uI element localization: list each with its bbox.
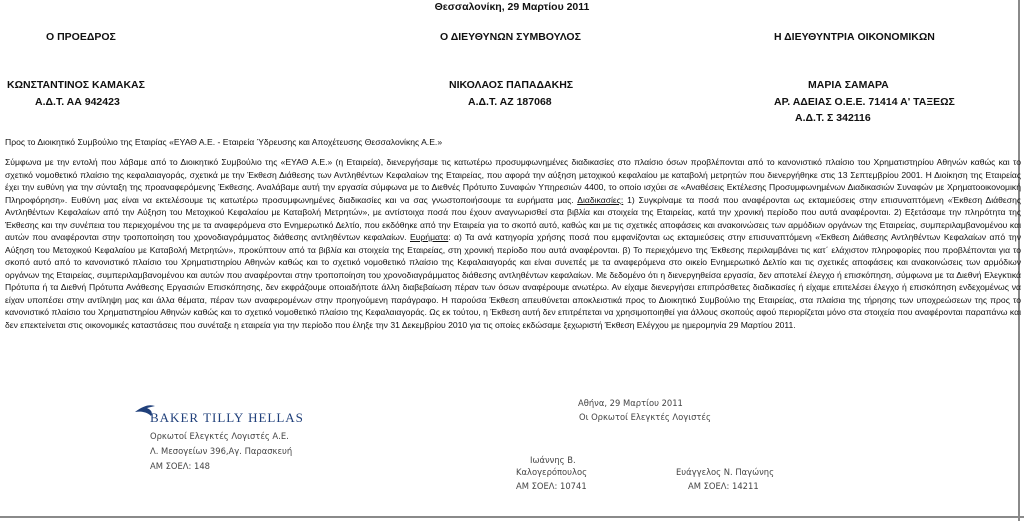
findings-label: Ευρήματα <box>409 232 449 242</box>
auditor1-first-name: Ιωάννης Β. <box>530 455 576 465</box>
auditor1-registry: ΑΜ ΣΟΕΛ: 10741 <box>516 481 587 491</box>
ceo-title: Ο ΔΙΕΥΘΥΝΩΝ ΣΥΜΒΟΥΛΟΣ <box>440 31 581 43</box>
ceo-id: Α.Δ.Τ. ΑΖ 187068 <box>468 96 552 108</box>
auditor-role: Οι Ορκωτοί Ελεγκτές Λογιστές <box>579 412 711 422</box>
cfo-name: ΜΑΡΙΑ ΣΑΜΑΡΑ <box>808 79 889 91</box>
page-border-bottom <box>0 516 1024 518</box>
auditor1-last-name: Καλογερόπουλος <box>516 467 588 477</box>
document-date: Θεσσαλονίκη, 29 Μαρτίου 2011 <box>434 1 590 13</box>
auditor2-name: Ευάγγελος Ν. Παγώνης <box>676 467 775 477</box>
auditor-address: Λ. Μεσογείων 396,Αγ. Παρασκευή <box>150 446 293 456</box>
cfo-title: Η ΔΙΕΥΘΥΝΤΡΙΑ ΟΙΚΟΝΟΜΙΚΩΝ <box>774 31 935 43</box>
cfo-id: Α.Δ.Τ. Σ 342116 <box>795 112 871 124</box>
procedures-label: Διαδικασίες: <box>577 194 624 205</box>
president-id: Α.Δ.Τ. ΑΑ 942423 <box>35 96 120 108</box>
paragraph-findings: : α) Τα ανά κατηγορία χρήσης ποσά που εμφανίζονται ως εκταμιεύσεις στην επισυναπτόμενη «Έκθεση Διάθεσης Αντληθέντων Κεφαλαίων από την Αύξηση του Μετοχικού Κεφαλαίου με Καταβολή Μετρητών», προκύπτουν από τα βιβλία και στοιχεία της Εταιρείας, στη χρονική περίοδο που αυτά αναφέρονται. β) Το περιεχόμενο της Έκθεσης περιλαμβάνει τις κατ΄ ελάχιστον πληροφορίες που προβλέπονται για το σκοπό αυτό από το κανονιστικό πλαίσιο του Χρηματιστηρίου Αθηνών καθώς και το σχετικό νομοθετικό πλαίσιο της Κεφαλαιαγοράς και είναι συνεπές με τα αναφερόμενα στο οικείο Ενημερωτικό Δελτίο και τις σχετικές αποφάσεις και ανακοινώσεις των αρμόδιων οργάνων της Εταιρείας, συμπεριλαμβανομένου και αυτών που αναφέρονται στην τροποποίηση του χρονοδιαγράμματος διάθεσης αντληθέντων κεφαλαίων. Με δεδομένο ότι η διενεργηθείσα εργασία, δεν αποτελεί έλεγχο ή επισκόπηση, σύμφωνα με τα Διεθνή Ελεγκτικά Πρότυπα ή τα Διεθνή Πρότυπα Ανάθεσης Εργασιών Επισκόπησης, δεν εκφράζουμε οποιαδήποτε άλλη διαβεβαίωση πέραν των όσων αναφέρουμε ανωτέρω. Αν είχαμε διενεργήσει επιπρόσθετες διαδικασίες ή είχαμε επιτελέσει έλεγχο ή επισκόπηση ενδεχομένως να είχαν υποπέσει στην αντίληψη μας και άλλα θέματα, πέραν των αναφερομένων στην προηγούμενη παράγραφο. Η παρούσα Έκθεση απευθύνεται αποκλειστικά προς το Διοικητικό Συμβούλιο της Εταιρείας, στα πλαίσια της τήρησης των υποχρεώσεων της προς το κανονιστικό πλαίσιο του Χρηματιστηρίου Αθηνών καθώς και το σχετικό νομοθετικό πλαίσιο της Κεφαλαιαγοράς. Ως εκ τούτου, η Έκθεση αυτή δεν επιτρέπεται να χρησιμοποιηθεί για άλλους σκοπούς αφού περιορίζεται μόνο στα στοιχεία που αναφέρονται παραπάνω και δεν επεκτείνεται στις οικονομικές καταστάσεις που συνέταξε η εταιρεία για την περίοδο που έληξε την 31 Δεκεμβρίου 2010 για τις οποίες εκδώσαμε ξεχωριστή Έκθεση Ελέγχου με ημερομηνία 29 Μαρτίου 2011. <box>5 232 1021 330</box>
letter-body <box>5 156 1021 331</box>
auditor-firm-name: Ορκωτοί Ελεγκτές Λογιστές Α.Ε. <box>150 431 289 441</box>
letter-addressee: Προς το Διοικητικό Συμβούλιο της Εταιρίας «ΕΥΑΘ Α.Ε. - Εταιρεία Ύδρευσης και Αποχέτευσης Θεσσαλονίκης Α.Ε.» <box>5 137 443 147</box>
signing-place-date: Αθήνα, 29 Μαρτίου 2011 <box>578 398 683 408</box>
president-title: Ο ΠΡΟΕΔΡΟΣ <box>46 31 116 43</box>
auditor-registry: ΑΜ ΣΟΕΛ: 148 <box>150 461 210 471</box>
president-name: ΚΩΝΣΤΑΝΤΙΝΟΣ ΚΑΜΑΚΑΣ <box>7 79 145 91</box>
auditor2-registry: ΑΜ ΣΟΕΛ: 14211 <box>688 481 759 491</box>
cfo-license: ΑΡ. ΑΔΕΙΑΣ Ο.Ε.Ε. 71414 Α' ΤΑΞΕΩΣ <box>774 96 955 108</box>
paragraph-engagement: Σύμφωνα με την εντολή που λάβαμε από το Διοικητικό Συμβούλιο της «ΕΥΑΘ Α.Ε.» (η Εταιρεία), διενεργήσαμε τις κατωτέρω προσυμφωνημένες διαδικασίες στο πλαίσιο όσων προβλέπονται από το κανονιστικό πλαίσιο του Χρηματιστηρίου Αθηνών καθώς και το σχετικό νομοθετικό πλαίσιο της κεφαλαιαγοράς, σχετικά με την Έκθεση Διάθεσης των Αντληθέντων Κεφαλαίων της Εταιρείας, που αφορά την αύξηση μετοχικού κεφαλαίου με καταβολή μετρητών που διενεργήθηκε στις 13 Σεπτεμβρίου 2001. Η Διοίκηση της Εταιρείας έχει την ευθύνη για την σύνταξη της προαναφερόμενης Έκθεσης. Αναλάβαμε αυτή την εργασία σύμφωνα με το Διεθνές Πρότυπο Συναφών Υπηρεσιών 4400, το οποίο ισχύει σε «Αναθέσεις Εκτέλεσης Προσυμφωνημένων Διαδικασιών Συναφών με Χρηματοοικονομική Πληροφόρηση». Ευθύνη μας είναι να εκτελέσουμε τις κατωτέρω προσυμφωνημένες διαδικασίες και να σας γνωστοποιήσουμε τα ευρήματα μας. <box>5 157 1021 205</box>
ceo-name: ΝΙΚΟΛΑΟΣ ΠΑΠΑΔΑΚΗΣ <box>449 79 574 91</box>
paragraph-procedures: 1) Συγκρίναμε τα ποσά που αναφέρονται ως εκταμιεύσεις στην επισυναπτόμενη «Έκθεση Διάθεσης Αντληθέντων Κεφαλαίων από την Αύξηση του Μετοχικού Κεφαλαίου με Καταβολή Μετρητών», με αντίστοιχα ποσά που έχουν αναγνωρισθεί στα βιβλία και στοιχεία της Εταιρείας, κατά την χρονική περίοδο που αυτά αναφέρονται. 2) Εξετάσαμε την πληρότητα της Έκθεσης και την συνέπεια του περιεχομένου της με τα αναφερόμενα στο Ενημερωτικό Δελτίο, που εκδόθηκε από την Εταιρεία για το σκοπό αυτό, καθώς και με τις σχετικές αποφάσεις και ανακοινώσεις των αρμόδιων οργάνων της Εταιρείας, συμπεριλαμβανομένου και αυτών που αναφέρονται στην τροποποίηση του χρονοδιαγράμματος διάθεσης αντληθέντων κεφαλαίων. <box>5 194 1021 242</box>
logo-wordmark: BAKER TILLY HELLAS <box>150 410 304 425</box>
